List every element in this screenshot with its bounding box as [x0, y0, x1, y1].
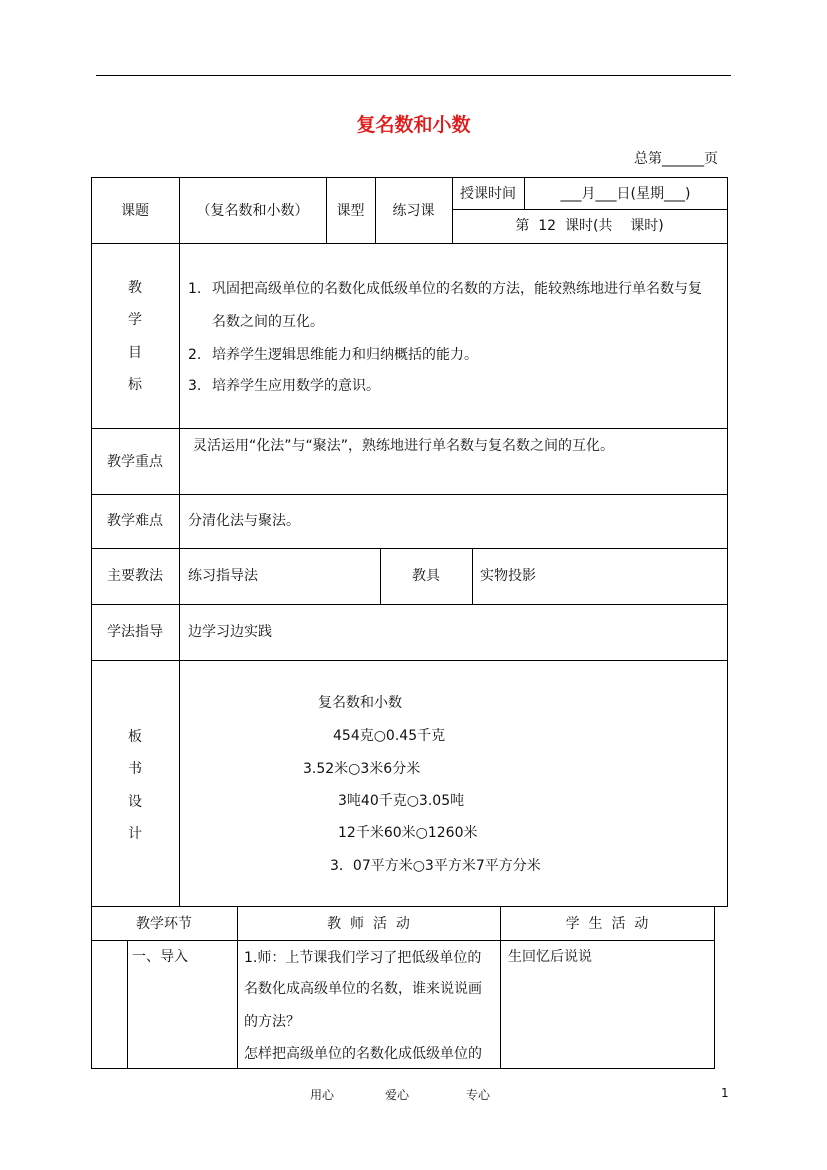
tools-value: 实物投影 — [480, 568, 536, 584]
process-header-student: 学 生 活 动 — [565, 916, 649, 932]
objective-number: 2. — [188, 347, 202, 363]
table-line — [452, 209, 728, 210]
board-label-char: 书 — [128, 761, 142, 777]
board-line: 454克○0.45千克 — [333, 728, 446, 744]
table-line — [179, 177, 180, 907]
process-header-teacher: 教 师 活 动 — [327, 916, 410, 932]
method-value: 练习指导法 — [188, 568, 258, 584]
page-title: 复名数和小数 — [356, 114, 471, 136]
process-header-stage: 教学环节 — [136, 916, 192, 932]
method-label: 主要教法 — [107, 568, 163, 584]
table-border-top — [91, 177, 728, 178]
board-line: 12千米60米○1260米 — [338, 825, 478, 841]
study-value: 边学习边实践 — [188, 624, 272, 640]
table-line — [127, 940, 128, 1069]
objective-item — [188, 375, 380, 395]
table-line — [472, 548, 473, 604]
difficulty-value: 分清化法与聚法。 — [188, 513, 300, 529]
key-point-label: 教学重点 — [107, 454, 163, 470]
teacher-activity-line: 1.师：上节课我们学习了把低级单位的 — [244, 950, 482, 966]
table-border-right — [727, 177, 728, 907]
objective-item — [188, 278, 702, 298]
tools-label: 教具 — [412, 568, 440, 584]
objective-number: 3. — [188, 378, 202, 394]
key-point-value: 灵活运用“化法”与“聚法”，熟练地进行单名数与复名数之间的互化。 — [193, 438, 615, 454]
topic-label: 课题 — [121, 203, 149, 219]
objectives-label-char: 目 — [128, 345, 142, 361]
student-activity: 生回忆后说说 — [508, 949, 592, 965]
board-line: 复名数和小数 — [318, 695, 402, 711]
objectives-label-char: 学 — [128, 312, 142, 328]
topic-value: （复名数和小数） — [196, 203, 309, 219]
board-line: 3吨40千克○3.05吨 — [338, 793, 465, 809]
board-label-char: 计 — [128, 826, 142, 842]
table-line — [91, 906, 728, 907]
teacher-activity-line: 的方法？ — [244, 1014, 300, 1030]
table-line — [714, 906, 715, 1069]
board-label-char: 板 — [128, 729, 142, 745]
footer-item: 专心 — [466, 1088, 491, 1102]
time-label: 授课时间 — [460, 186, 516, 202]
objective-item — [188, 344, 478, 364]
footer-item: 爱心 — [385, 1088, 410, 1102]
objective-item-continued — [212, 311, 324, 331]
table-line — [91, 243, 728, 244]
process-stage: 一、导入 — [132, 949, 188, 965]
table-line — [91, 494, 728, 495]
objective-text: 培养学生应用数学的意识。 — [212, 378, 380, 394]
teacher-activity-line: 名数化成高级单位的名数，谁来说说画 — [244, 981, 482, 997]
objectives-label-char: 教 — [128, 280, 142, 296]
objective-text: 名数之间的互化。 — [212, 314, 324, 330]
table-line — [91, 428, 728, 429]
table-line — [91, 1068, 715, 1069]
type-label: 课型 — [336, 203, 365, 219]
board-label-char: 设 — [128, 794, 142, 810]
objective-text: 巩固把高级单位的名数化成低级单位的名数的方法，能较熟练地进行单名数与复 — [212, 281, 702, 297]
objectives-label-char: 标 — [128, 377, 142, 393]
board-line: 3.52米○3米6分米 — [303, 761, 421, 777]
board-line: 3．07平方米○3平方米7平方分米 — [330, 858, 541, 874]
teacher-activity-line: 怎样把高级单位的名数化成低级单位的 — [244, 1046, 482, 1062]
header-rule — [96, 75, 731, 76]
table-border-left — [91, 177, 92, 907]
footer-item: 用心 — [310, 1088, 335, 1102]
date-value: ___月___日(星期___) — [560, 186, 691, 202]
objective-number: 1. — [188, 281, 202, 297]
table-line — [91, 604, 728, 605]
period-value: 第 12 课时(共 课时) — [515, 218, 664, 234]
table-line — [91, 660, 728, 661]
study-label: 学法指导 — [107, 624, 163, 640]
table-line — [91, 940, 715, 941]
page-total: 总第______页 — [634, 151, 718, 167]
difficulty-label: 教学难点 — [107, 513, 163, 529]
page-number: 1 — [721, 1086, 729, 1100]
type-value: 练习课 — [392, 203, 435, 219]
table-line — [91, 548, 728, 549]
objective-text: 培养学生逻辑思维能力和归纳概括的能力。 — [212, 347, 478, 363]
